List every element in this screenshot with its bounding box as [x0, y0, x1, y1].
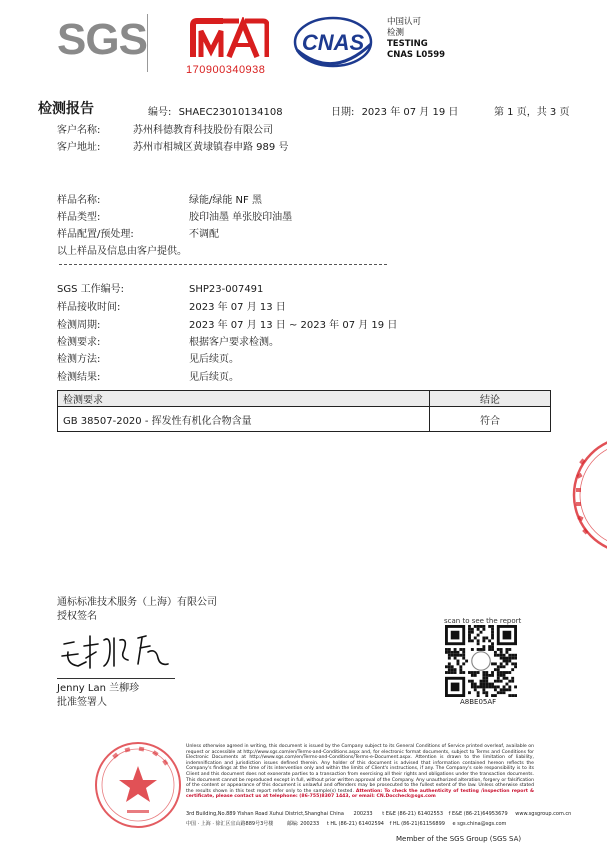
qr-module	[482, 688, 485, 691]
qr-module	[459, 654, 462, 657]
qr-module	[482, 637, 485, 640]
qr-module	[468, 671, 471, 674]
report-number-value: SHAEC23010134108	[178, 107, 283, 118]
qr-module	[471, 683, 474, 686]
qr-module	[485, 685, 488, 688]
result-value: 见后续页。	[189, 372, 239, 383]
qr-module	[511, 657, 514, 660]
footer-tel-cn: t HL (86-21) 61402594	[326, 821, 384, 827]
table-row	[58, 407, 551, 432]
qr-module	[482, 683, 485, 686]
qr-finder-center	[451, 631, 460, 640]
client-name-value: 苏州科德教育科技股份有限公司	[133, 125, 273, 136]
footer-address-cn: 中国 · 上海 · 徐汇区宜山路889号3号楼	[186, 821, 274, 827]
qr-module	[491, 628, 494, 631]
cnas-line-1: 中国认可	[387, 17, 422, 27]
qr-module	[488, 648, 491, 651]
requirement-value: 根据客户要求检测。	[189, 337, 279, 348]
qr-module	[508, 671, 511, 674]
qr-module	[494, 688, 497, 691]
qr-module	[508, 685, 511, 688]
cma-logo	[183, 17, 269, 63]
dashed-divider	[59, 264, 387, 265]
qr-module	[445, 651, 448, 654]
qr-module	[491, 674, 494, 677]
qr-module	[477, 634, 480, 637]
qr-module	[514, 662, 517, 665]
qr-module	[474, 685, 477, 688]
qr-module	[474, 625, 477, 628]
signer-name: Jenny Lan 兰柳珍	[57, 683, 140, 694]
qr-module	[459, 665, 462, 668]
client-address-value: 苏州市相城区黄埭镇春申路 989 号	[133, 142, 289, 153]
qr-module	[485, 637, 488, 640]
footer-web[interactable]: www.sgsgroup.com.cn	[515, 811, 572, 817]
period-label: 检测周期:	[57, 320, 101, 331]
qr-module	[494, 651, 497, 654]
qr-module	[468, 628, 471, 631]
qr-module	[491, 662, 494, 665]
qr-module	[494, 680, 497, 683]
qr-module	[505, 648, 508, 651]
requirements-table	[57, 390, 551, 432]
qr-module	[485, 683, 488, 686]
qr-module	[488, 639, 491, 642]
received-label: 样品接收时间:	[57, 302, 121, 313]
qr-module	[448, 657, 451, 660]
qr-module	[459, 648, 462, 651]
qr-module	[503, 665, 506, 668]
qr-module	[477, 671, 480, 674]
qr-module	[474, 637, 477, 640]
qr-module	[503, 654, 506, 657]
qr-module	[445, 665, 448, 668]
qr-module	[459, 671, 462, 674]
qr-module	[511, 694, 514, 697]
issuing-company: 通标标准技术服务（上海）有限公司	[57, 597, 217, 608]
qr-module	[465, 660, 468, 663]
qr-module	[514, 685, 517, 688]
qr-module	[491, 685, 494, 688]
qr-module	[471, 685, 474, 688]
qr-module	[482, 674, 485, 677]
qr-module	[480, 648, 483, 651]
footer-postcode-cn: 邮编: 200233	[286, 821, 320, 827]
qr-module	[482, 691, 485, 694]
qr-module	[508, 654, 511, 657]
qr-module	[500, 688, 503, 691]
qr-center-logo	[472, 652, 490, 670]
method-label: 检测方法:	[57, 354, 101, 365]
qr-module	[500, 671, 503, 674]
qr-module	[468, 631, 471, 634]
qr-module	[485, 691, 488, 694]
qr-module	[468, 625, 471, 628]
qr-module	[491, 634, 494, 637]
qr-module	[457, 660, 460, 663]
qr-module	[451, 651, 454, 654]
qr-module	[445, 648, 448, 651]
qr-module	[503, 671, 506, 674]
qr-module	[497, 654, 500, 657]
qr-module	[480, 625, 483, 628]
qr-module	[500, 674, 503, 677]
qr-finder-center	[503, 631, 512, 640]
qr-module	[514, 657, 517, 660]
qr-module	[497, 648, 500, 651]
qr-module	[454, 657, 457, 660]
qr-module	[480, 683, 483, 686]
qr-module	[497, 685, 500, 688]
qr-module	[448, 651, 451, 654]
footer-email[interactable]: e sgs.china@sgs.com	[452, 821, 507, 827]
qr-module	[482, 685, 485, 688]
footer-tel-en: t E&E (86-21) 61402553	[382, 811, 444, 817]
authorized-signature-label: 授权签名	[57, 611, 97, 622]
qr-module	[485, 674, 488, 677]
qr-module	[488, 683, 491, 686]
qr-module	[485, 677, 488, 680]
qr-module	[497, 691, 500, 694]
qr-module	[494, 668, 497, 671]
qr-module	[482, 645, 485, 648]
qr-module	[457, 662, 460, 665]
work-order-label: SGS 工作编号:	[57, 284, 124, 295]
qr-module	[471, 648, 474, 651]
qr-module	[448, 654, 451, 657]
qr-module	[471, 639, 474, 642]
table-header-conclusion: 结论	[430, 391, 551, 407]
qr-module	[503, 660, 506, 663]
qr-module	[503, 657, 506, 660]
report-date-label: 日期:	[331, 107, 355, 118]
sgs-logo: SGS	[57, 15, 147, 64]
qr-module	[491, 645, 494, 648]
qr-module	[497, 677, 500, 680]
qr-module	[497, 674, 500, 677]
qr-module	[482, 625, 485, 628]
qr-module	[500, 654, 503, 657]
qr-module	[468, 637, 471, 640]
qr-module	[448, 665, 451, 668]
logo-divider	[147, 14, 148, 72]
qr-module	[511, 662, 514, 665]
qr-module	[488, 645, 491, 648]
qr-module	[497, 668, 500, 671]
qr-module	[511, 680, 514, 683]
footer-address-en-row	[186, 811, 571, 817]
terms-text: Unless otherwise agreed in writing, this document is issued by the Company subject to its General Conditions of Service printed overleaf, available on request or accessible at http://www.sgs.com/en/Terms-and-Conditions.aspx and, for electronic format documents, subject to Terms and Conditions for Electronic Documents at http://www.sgs.com/en/Terms-and-Conditions/Terms-e-Document.aspx. Attention is drawn to the limitation of liability, indemnification and jurisdiction issues defined therein. Any holder of this document is advised that information contained hereon reflects the Company's findings at the time of its intervention only and within the limits of Client's instructions, if any. The Company's sole responsibility is to its Client and this document does not exonerate parties to a transaction from exercising all their rights and obligations under the transaction documents. This document cannot be reproduced except in full, without prior written approval of the Company. Any unauthorized alteration, forgery or falsification of the content or appearance of this document is unlawful and offenders may be prosecuted to the fullest extent of the law. Unless otherwise stated the results shown in this test report refer only to the sample(s) tested.	[186, 744, 534, 794]
qr-module	[477, 625, 480, 628]
qr-module	[508, 648, 511, 651]
qr-module	[482, 680, 485, 683]
qr-module	[503, 691, 506, 694]
qr-module	[494, 654, 497, 657]
qr-module	[480, 685, 483, 688]
report-date-value: 2023 年 07 月 19 日	[361, 107, 459, 118]
cnas-line-2: 检测	[387, 28, 405, 38]
inspection-seal	[93, 740, 183, 830]
qr-module	[500, 680, 503, 683]
qr-module	[454, 671, 457, 674]
qr-module	[477, 691, 480, 694]
qr-code-id: A8BE05AF	[460, 698, 497, 706]
qr-module	[497, 680, 500, 683]
qr-module	[485, 671, 488, 674]
qr-module	[494, 685, 497, 688]
qr-module	[505, 660, 508, 663]
method-value: 见后续页。	[189, 354, 239, 365]
qr-module	[500, 648, 503, 651]
qr-module	[451, 668, 454, 671]
qr-module	[477, 642, 480, 645]
sample-prep-label: 样品配置/预处理:	[57, 229, 134, 240]
qr-module	[462, 662, 465, 665]
cma-number: 170900340938	[186, 64, 266, 76]
qr-module	[462, 648, 465, 651]
sample-prep-value: 不调配	[189, 229, 219, 240]
result-label: 检测结果:	[57, 372, 101, 383]
qr-module	[454, 654, 457, 657]
qr-module	[488, 685, 491, 688]
qr-module	[482, 677, 485, 680]
qr-module	[505, 651, 508, 654]
sample-name-label: 样品名称:	[57, 195, 101, 206]
qr-module	[457, 651, 460, 654]
qr-module	[491, 625, 494, 628]
qr-module	[503, 677, 506, 680]
page-info: 第 1 页，共 3 页	[494, 107, 570, 118]
qr-module	[500, 657, 503, 660]
received-value: 2023 年 07 月 13 日	[189, 302, 286, 313]
qr-module	[508, 688, 511, 691]
qr-module	[503, 685, 506, 688]
qr-module	[511, 677, 514, 680]
qr-module	[471, 671, 474, 674]
qr-module	[451, 654, 454, 657]
qr-module	[491, 648, 494, 651]
sample-name-value: 绿能/绿能 NF 黑	[189, 195, 262, 206]
qr-module	[505, 677, 508, 680]
qr-module	[468, 634, 471, 637]
cnas-accreditation	[387, 17, 445, 61]
qr-module	[451, 671, 454, 674]
qr-module	[454, 648, 457, 651]
sgs-member-note: Member of the SGS Group (SGS SA)	[396, 835, 522, 843]
cnas-line-3: TESTING	[387, 39, 428, 49]
qr-module	[482, 671, 485, 674]
qr-module	[477, 639, 480, 642]
qr-module	[459, 668, 462, 671]
sample-type-label: 样品类型:	[57, 212, 101, 223]
qr-module	[491, 637, 494, 640]
table-cell-conclusion: 符合	[430, 407, 551, 432]
qr-module	[500, 651, 503, 654]
qr-module	[474, 674, 477, 677]
qr-module	[494, 662, 497, 665]
qr-module	[451, 665, 454, 668]
qr-module	[462, 657, 465, 660]
report-title: 检测报告	[38, 101, 94, 117]
qr-caption: scan to see the report	[444, 617, 522, 625]
qr-module	[497, 671, 500, 674]
qr-module	[514, 665, 517, 668]
qr-module	[477, 685, 480, 688]
handwritten-signature	[60, 628, 172, 674]
qr-module	[505, 683, 508, 686]
table-cell-requirement: GB 38507-2020 - 挥发性有机化合物含量	[58, 407, 430, 432]
qr-module	[471, 631, 474, 634]
qr-module	[462, 654, 465, 657]
sample-type-value: 胶印油墨 单张胶印油墨	[189, 212, 293, 223]
footer-address-en: 3rd Building,No.889 Yishan Road Xuhui District,Shanghai China	[186, 811, 344, 817]
qr-module	[503, 688, 506, 691]
work-order-value: SHP23-007491	[189, 284, 264, 295]
qr-module	[491, 694, 494, 697]
qr-module	[477, 628, 480, 631]
qr-module	[505, 671, 508, 674]
signer-role: 批准签署人	[57, 697, 107, 708]
qr-module	[500, 665, 503, 668]
qr-module	[468, 639, 471, 642]
qr-module	[500, 662, 503, 665]
cnas-logo	[287, 14, 379, 70]
cnas-logo-text: CNAS	[301, 30, 365, 55]
signature-line	[57, 678, 175, 679]
qr-module	[508, 657, 511, 660]
qr-module	[491, 631, 494, 634]
qr-finder-center	[451, 683, 460, 692]
qr-module	[497, 665, 500, 668]
qr-module	[514, 654, 517, 657]
qr-module	[505, 662, 508, 665]
report-number-label: 编号:	[148, 107, 172, 118]
qr-module	[471, 674, 474, 677]
qr-module	[482, 628, 485, 631]
qr-module	[457, 654, 460, 657]
qr-module	[454, 668, 457, 671]
qr-module	[468, 691, 471, 694]
client-address-label: 客户地址:	[57, 142, 101, 153]
qr-module	[471, 680, 474, 683]
qr-module	[468, 680, 471, 683]
requirement-label: 检测要求:	[57, 337, 101, 348]
qr-module	[474, 671, 477, 674]
terms-fine-print	[186, 744, 534, 800]
qr-module	[514, 694, 517, 697]
qr-module	[471, 628, 474, 631]
qr-module	[508, 694, 511, 697]
qr-module	[474, 683, 477, 686]
qr-module	[488, 674, 491, 677]
qr-module	[462, 651, 465, 654]
qr-module	[500, 691, 503, 694]
report-date	[331, 103, 458, 118]
qr-module	[477, 648, 480, 651]
qr-module	[491, 642, 494, 645]
qr-module	[482, 648, 485, 651]
report-qr-code[interactable]	[445, 625, 517, 697]
table-header-row	[58, 391, 551, 407]
qr-module	[488, 625, 491, 628]
qr-module	[482, 639, 485, 642]
qr-module	[480, 680, 483, 683]
qr-module	[480, 631, 483, 634]
qr-module	[462, 671, 465, 674]
qr-module	[505, 688, 508, 691]
footer-address-cn-row	[186, 820, 506, 827]
qr-module	[511, 654, 514, 657]
qr-module	[474, 688, 477, 691]
qr-module	[505, 657, 508, 660]
qr-module	[494, 694, 497, 697]
qr-module	[508, 680, 511, 683]
footer-fax-en: f E&E (86-21)64953679	[448, 811, 508, 817]
qr-module	[491, 683, 494, 686]
qr-module	[448, 648, 451, 651]
qr-module	[491, 671, 494, 674]
qr-module	[477, 694, 480, 697]
qr-module	[503, 674, 506, 677]
client-name-label: 客户名称:	[57, 125, 101, 136]
footer-fax-cn: f HL (86-21)61156899	[389, 821, 445, 827]
report-number	[148, 103, 283, 118]
table-header-requirement: 检测要求	[58, 391, 430, 407]
qr-module	[445, 671, 448, 674]
footer-postcode: 200233	[353, 811, 373, 817]
qr-module	[485, 694, 488, 697]
cnas-line-4: CNAS L0599	[387, 50, 446, 60]
qr-module	[485, 680, 488, 683]
sample-note: 以上样品及信息由客户提供。	[57, 246, 187, 257]
qr-module	[508, 660, 511, 663]
qr-module	[448, 662, 451, 665]
qr-module	[448, 671, 451, 674]
qr-module	[511, 668, 514, 671]
qr-module	[448, 668, 451, 671]
company-seal-partial	[566, 432, 607, 558]
authenticity-notice: Attention: To check the authenticity of testing /inspection report & certificate, please contact us at telephone: (86-755)8307 1443, or email: CN.Doccheck@sgs.com	[186, 788, 534, 800]
qr-module	[454, 651, 457, 654]
period-value: 2023 年 07 月 13 日 ~ 2023 年 07 月 19 日	[189, 320, 398, 331]
